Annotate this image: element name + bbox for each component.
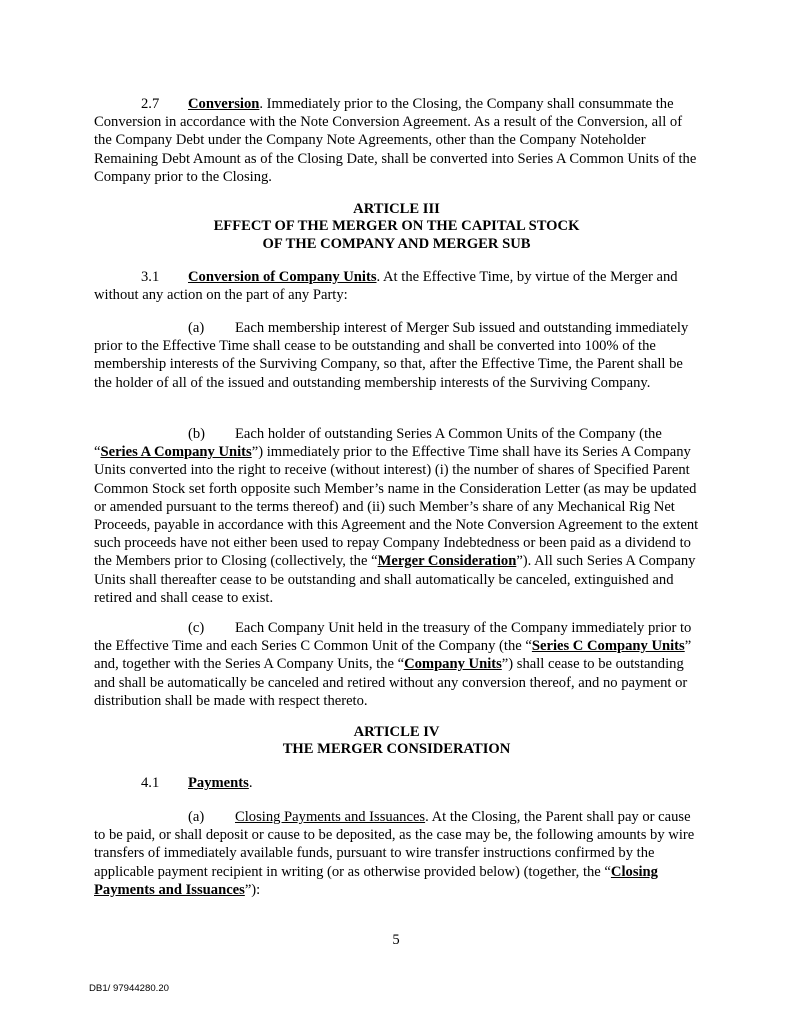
clause-3-1-a <box>94 319 699 392</box>
defined-term: Series A Company Units <box>100 444 252 461</box>
clause-subtitle: Closing Payments and Issuances <box>235 809 426 825</box>
clause-label: (c) <box>188 620 205 636</box>
clause-label: (a) <box>188 320 205 336</box>
section-body: . Immediately prior to the Closing, the Company shall consummate the Conversion in accordance with the Note Conversion Agreement. As a result of the Conversion, all of the Company Debt under the Company Note Agreements, other than the Company Noteholder Remaining Debt Amount as of the Closing Date, shall be converted into Series A Common Units of the Company prior to the Closing. <box>94 96 697 185</box>
clause-text: Each holder of outstanding Series A Common Units of the Company (the “ <box>94 426 662 461</box>
clause-3-1-b <box>94 425 699 607</box>
clause-label: (a) <box>188 809 205 825</box>
section-number: 2.7 <box>141 96 160 112</box>
section-body: . At the Effective Time, by virtue of the Merger and without any action on the part of any Party: <box>94 269 678 304</box>
section-4-1 <box>94 774 699 792</box>
clause-text: ”). All such Series A Company Units shall thereafter cease to be outstanding and shall automatically be canceled, extinguished and retired and shall cease to exist. <box>94 553 696 606</box>
article-title-line: OF THE COMPANY AND MERGER SUB <box>262 235 531 252</box>
article-4-heading <box>94 724 699 759</box>
section-title: Conversion of Company Units <box>188 269 377 285</box>
section-3-1 <box>94 268 699 304</box>
page-number: 5 <box>392 932 400 948</box>
section-punctuation: . <box>248 775 253 791</box>
section-number: 4.1 <box>141 775 160 791</box>
clause-text: ”) immediately prior to the Effective Time shall have its Series A Company Units converted into the right to receive (without interest) (i) the number of shares of Specified Parent Common Stock set forth opposite such Member’s name in the Consideration Letter (as may be updated or amended pursuant to the terms thereof) and (ii) such Member’s share of any Mechanical Rig Net Proceeds, payable in accordance with this Agreement and the Note Conversion Agreement to the extent such proceeds have not either been used to repay Company Indebtedness or been paid as a dividend to the Members prior to Closing (collectively, the “ <box>94 444 699 570</box>
defined-term: Merger Consideration <box>377 553 517 570</box>
clause-text: . At the Closing, the Parent shall pay or cause to be paid, or shall deposit or cause to be deposited, as the case may be, the following amounts by wire transfers of immediately available funds, pursuant to wire transfer instructions confirmed by the applicable payment recipient in writing (or as otherwise provided below) (together, the “ <box>94 809 695 880</box>
article-number: ARTICLE IV <box>353 724 440 740</box>
article-title-line: EFFECT OF THE MERGER ON THE CAPITAL STOCK <box>213 218 580 235</box>
article-number: ARTICLE III <box>353 201 440 217</box>
clause-text: ”): <box>244 881 261 898</box>
clause-text: Each Company Unit held in the treasury of the Company immediately prior to the Effective Time and each Series C Common Unit of the Company (the “ <box>94 620 692 655</box>
section-2-7 <box>94 95 699 186</box>
clause-text: ”) shall cease to be outstanding and shall be automatically be canceled and retired without any conversion thereof, and no payment or distribution shall be made with respect thereto. <box>94 656 688 709</box>
defined-term: Series C Company Units <box>531 638 685 655</box>
article-title-line: THE MERGER CONSIDERATION <box>282 741 511 758</box>
section-title: Payments <box>188 775 249 791</box>
defined-term: Closing Payments and Issuances <box>94 863 658 898</box>
clause-text: Each membership interest of Merger Sub issued and outstanding immediately prior to the Effective Time shall cease to be outstanding and shall be converted into 100% of the membership interests of the Surviving Company, so that, after the Effective Time, the Parent shall be the holder of all of the issued and outstanding membership interests of the Surviving Company. <box>94 320 689 391</box>
clause-3-1-c <box>94 619 699 710</box>
clause-text: ” and, together with the Series A Company Units, the “ <box>94 638 692 673</box>
section-title: Conversion <box>188 96 260 112</box>
section-number: 3.1 <box>141 269 160 285</box>
document-id-footer: DB1/ 97944280.20 <box>89 983 170 994</box>
clause-label: (b) <box>188 426 206 442</box>
article-3-heading <box>94 201 699 253</box>
defined-term: Company Units <box>404 656 502 673</box>
clause-4-1-a <box>94 808 699 899</box>
